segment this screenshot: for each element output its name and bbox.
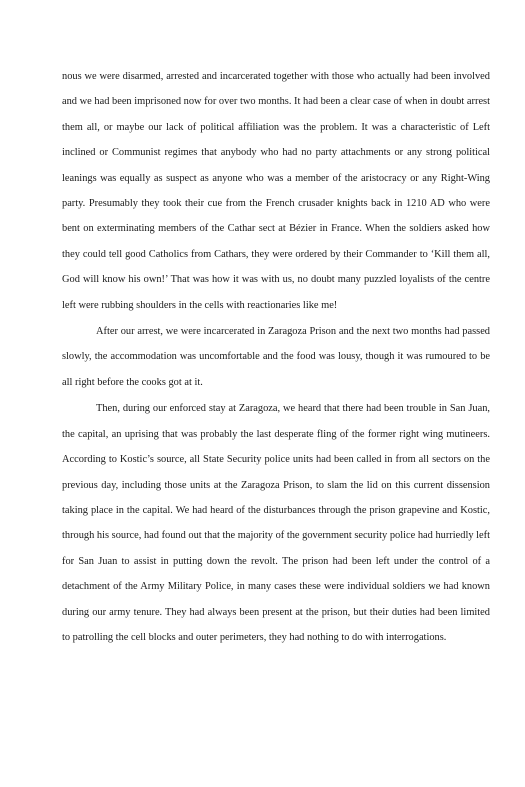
paragraph-uprising: Then, during our enforced stay at Zaragoza, we heard that there had been trouble in San Juan, the capital, an uprising that was probably the last desperate fling of the former right wing mutineers. According to Kostic’s source, all State Security police units had been called in from all sectors on the previous day, including those units at the Zaragoza Prison, to slam the lid on this current dissension taking place in the capital. We had heard of the disturbances through the prison grapevine and Kostic, through his source, had found out that the majority of the government security police had hurriedly left for San Juan to assist in putting down the revolt. The prison had been left under the control of a detachment of the Army Military Police, in many cases these were individual soldiers we had known during our army tenure. They had always been present at the prison, but their duties had been limited to patrolling the cell blocks and outer perimeters, they had nothing to do with interrogations. — [62, 403, 490, 643]
body-text — [62, 64, 490, 650]
paragraph-continuation: nous we were disarmed, arrested and incarcerated together with those who actually had been involved and we had been imprisoned now for over two months. It had been a clear case of when in doubt arrest them all, or maybe our lack of political affiliation was the problem. It was a characteristic of Left inclined or Communist regimes that anybody who had no party attachments or any strong political leanings was equally as suspect as anyone who was a member of the aristocracy or any Right-Wing party. Presumably they took their cue from the French crusader knights back in 1210 AD who were bent on exterminating members of the Cathar sect at Bézier in France. When the soldiers asked how they could tell good Catholics from Cathars, they were ordered by their Commander to ‘Kill them all, God will know his own!’ That was how it was with us, no doubt many puzzled loyalists of the centre left were rubbing shoulders in the cells with reactionaries like me! — [62, 71, 490, 311]
paragraph-arrest: After our arrest, we were incarcerated in Zaragoza Prison and the next two months had passed slowly, the accommodation was uncomfortable and the food was lousy, though it was rumoured to be all right before the cooks got at it. — [62, 326, 490, 388]
